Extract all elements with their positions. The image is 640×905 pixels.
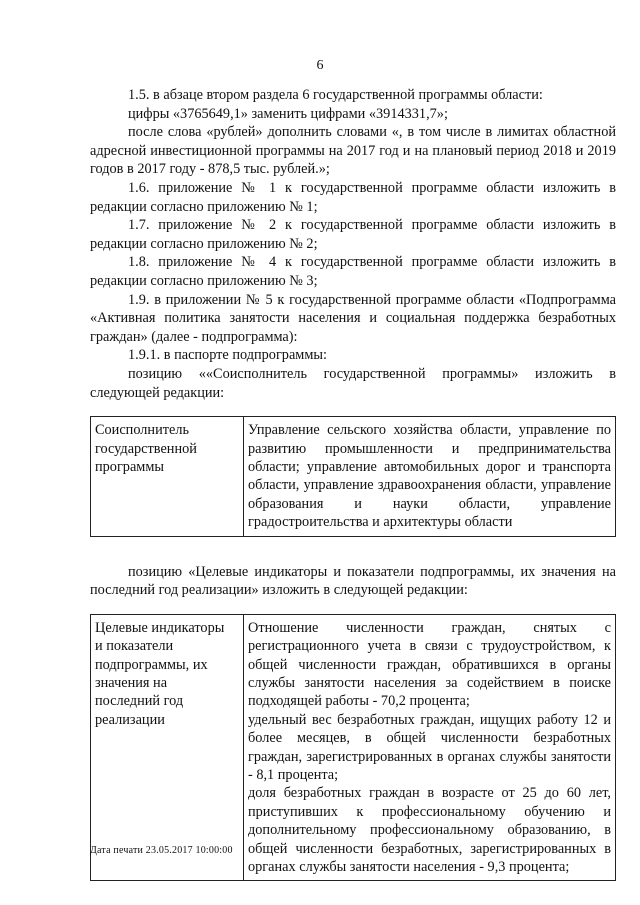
paragraph-1-6: 1.6. приложение № 1 к государственной программе области изложить в редакции согласно приложению № 1; [90, 179, 616, 215]
print-date-footer: Дата печати 23.05.2017 10:00:00 [90, 845, 233, 856]
paragraph-coexecutor-position: позицию ««Соисполнитель государственной программы» изложить в следующей редакции: [90, 365, 616, 401]
indicator-item: доля безработных граждан в возрасте от 25 до 60 лет, приступивших к профессиональному обучению и дополнительному профессиональному образованию, в общей численности безработных, зарегистрированных в органах службы занятости населения - 9,3 процента; [248, 785, 611, 875]
page-number: 6 [316, 58, 324, 73]
coexecutor-value: Управление сельского хозяйства области, управление по развитию промышленности и предпринимательства области; управление автомобильных дорог и транспорта области, управление здравоохранения области, управление образования и науки области, управление градостроительства и архитектуры области [244, 417, 616, 536]
paragraph-figures-replace: цифры «3765649,1» заменить цифрами «3914331,7»; [128, 105, 448, 122]
document-body [90, 86, 616, 881]
indicator-item: удельный вес безработных граждан, ищущих работу 12 и более месяцев, в общей численности безработных граждан, зарегистрированных в органах службы занятости - 8,1 процента; [248, 711, 611, 783]
indicator-item: Отношение численности граждан, снятых с регистрационного учета в связи с трудоустройством, к общей численности граждан, обратившихся в органы службы занятости населения за содействием в поиске подходящей работы - 70,2 процента; [248, 619, 611, 710]
indicators-label: Целевые индикаторы и показатели подпрограммы, их значения на последний год реализации [91, 614, 244, 881]
paragraph-after-rubles: после слова «рублей» дополнить словами «, в том числе в лимитах областной адресной инвестиционной программы на 2017 год и на плановый период 2018 и 2019 годов в 2017 году - 878,5 тыс. рублей.»; [90, 124, 616, 178]
indicators-table [90, 614, 616, 882]
paragraph-indicators-position: позицию «Целевые индикаторы и показатели подпрограммы, их значения на последний год реализации» изложить в следующей редакции: [90, 563, 616, 599]
coexecutor-table [90, 416, 616, 536]
indicators-value [244, 614, 616, 881]
paragraph-1-7: 1.7. приложение № 2 к государственной программе области изложить в редакции согласно приложению № 2; [90, 217, 616, 252]
paragraph-1-5: 1.5. в абзаце втором раздела 6 государственной программы области: [128, 87, 543, 103]
coexecutor-label: Соисполнитель государственной программы [91, 417, 244, 536]
table-row [91, 417, 616, 536]
paragraph-1-9: 1.9. в приложении № 5 к государственной программе области «Подпрограмма «Активная политика занятости населения и социальная поддержка безработных граждан» (далее - подпрограмма): [90, 291, 616, 345]
paragraph-1-8: 1.8. приложение № 4 к государственной программе области изложить в редакции согласно приложению № 3; [90, 254, 616, 289]
paragraph-1-9-1: 1.9.1. в паспорте подпрограммы: [128, 347, 327, 364]
table-row [91, 614, 616, 881]
